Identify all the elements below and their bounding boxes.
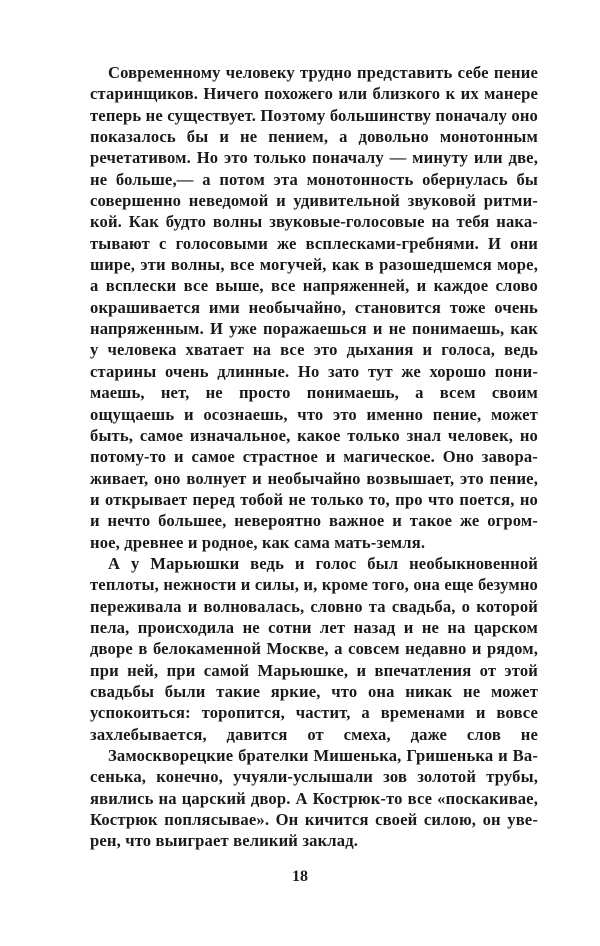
text-line: ощущаешь и осознаешь, что это именно пение, может — [90, 404, 538, 424]
paragraph — [90, 745, 538, 852]
page-body — [90, 62, 538, 852]
text-line: захлебывается, давится от смеха, даже слов не — [90, 724, 538, 744]
text-line: Кострюк поплясывае». Он кичится своей силою, он уве- — [90, 810, 538, 830]
text-line: речетативом. Но это только поначалу — минуту или две, — [90, 148, 538, 168]
text-line: совершенно неведомой и удивительной звуковой ритми- — [90, 191, 538, 211]
page-number: 18 — [292, 868, 308, 885]
text-line: шире, эти волны, все могучей, как в разошедшемся море, — [90, 255, 538, 275]
text-line: старины очень длинные. Но зато тут же хорошо пони- — [90, 361, 538, 381]
text-line: быть, самое изначальное, какое только знал человек, но — [90, 425, 538, 445]
text-line: показалось бы и не пением, а довольно монотонным — [90, 127, 538, 147]
text-line: при ней, при самой Марьюшке, и впечатления от этой — [90, 660, 538, 680]
text-line: маешь, нет, не просто понимаешь, а всем своим — [90, 383, 538, 403]
text-line: сенька, конечно, учуяли-услышали зов золотой трубы, — [90, 767, 538, 787]
text-line: окрашивается ими необычайно, становится тоже очень — [90, 297, 538, 317]
text-line: рен, что выиграет великий заклад. — [90, 831, 359, 851]
text-line: напряженным. И уже поражаешься и не понимаешь, как — [90, 319, 538, 339]
text-line: потому-то и самое страстное и магическое. Оно завора- — [90, 447, 538, 467]
text-line: Замоскворецкие брателки Мишенька, Гришенька и Ва- — [108, 746, 538, 765]
text-line: явились на царский двор. А Кострюк-то все «поскакивае, — [90, 788, 538, 808]
text-line: ное, древнее и родное, как сама мать-земля. — [90, 532, 426, 552]
text-line: свадьбы были такие яркие, что она никак не может — [90, 681, 538, 701]
text-line: и открывает перед тобой не только то, про что поется, но — [90, 489, 538, 509]
text-line: тывают с голосовыми же всплесками-гребнями. И они — [90, 233, 538, 253]
text-line: не больше,— а потом эта монотонность обернулась бы — [90, 169, 538, 189]
text-line: теперь не существует. Поэтому большинству поначалу оно — [90, 105, 538, 125]
text-line: пела, происходила не сотни лет назад и не на царском — [90, 617, 538, 637]
text-line: живает, оно волнует и необычайно возвышает, это пение, — [90, 468, 538, 488]
paragraph — [90, 62, 538, 553]
text-line: и нечто большее, невероятно важное и такое же огром- — [90, 511, 538, 531]
text-line: кой. Как будто волны звуковые-голосовые на тебя нака- — [90, 212, 538, 232]
text-line: у человека хватает на все это дыхания и голоса, ведь — [90, 340, 538, 360]
text-line: теплоты, нежности и силы, и, кроме того, она еще безумно — [90, 575, 538, 595]
text-line: А у Марьюшки ведь и голос был необыкновенной — [108, 553, 538, 573]
text-line: успокоиться: торопится, частит, а временами и вовсе — [90, 703, 538, 723]
text-line: а всплески все выше, все напряженней, и каждое слово — [90, 276, 538, 296]
text-line: Современному человеку трудно представить себе пение — [108, 63, 538, 82]
paragraph — [90, 553, 538, 745]
text-line: переживала и волновалась, словно та свадьба, о которой — [90, 596, 538, 616]
text-line: дворе в белокаменной Москве, а совсем недавно и рядом, — [90, 639, 538, 659]
text-line: старинщиков. Ничего похожего или близкого к их манере — [90, 84, 538, 104]
